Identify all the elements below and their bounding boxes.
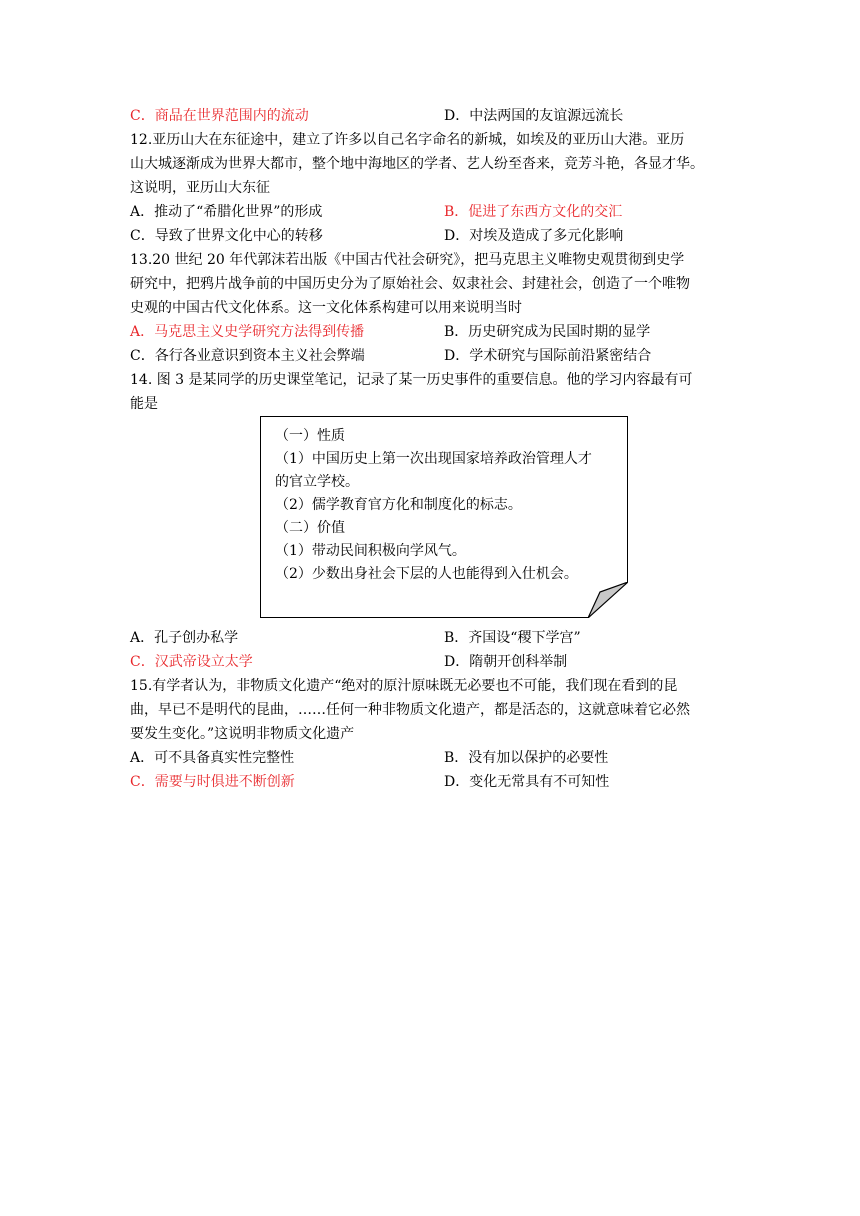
- q13-option-d: D．学术研究与国际前沿紧密结合: [444, 348, 652, 364]
- q13-option-c: C．各行各业意识到资本主义社会弊端: [130, 348, 365, 364]
- note-line: （2）儒学教育官方化和制度化的标志。: [275, 497, 522, 513]
- q14-stem-line-1: 14. 图 3 是某同学的历史课堂笔记，记录了某一历史事件的重要信息。他的学习内容最有可: [130, 372, 693, 388]
- note-line: （二）价值: [275, 520, 345, 536]
- note-line: （2）少数出身社会下层的人也能得到入仕机会。: [275, 566, 578, 582]
- q14-option-b: B．齐国设“稷下学宫”: [444, 630, 581, 646]
- q15-option-a: A．可不具备真实性完整性: [130, 750, 295, 766]
- q14-option-a: A．孔子创办私学: [130, 630, 239, 646]
- q15-option-d: D．变化无常具有不可知性: [444, 774, 610, 790]
- q14-option-d: D．隋朝开创科举制: [444, 654, 568, 670]
- q12-option-a: A．推动了“希腊化世界”的形成: [130, 204, 323, 220]
- q13-stem-line-1: 13.20 世纪 20 年代郭沫若出版《中国古代社会研究》，把马克思主义唯物史观贯彻到史学: [130, 252, 685, 268]
- q13-option-b: B．历史研究成为民国时期的显学: [444, 324, 651, 340]
- q15-stem-line-1: 15.有学者认为，非物质文化遗产“绝对的原汁原味既无必要也不可能，我们现在看到的昆: [130, 678, 678, 694]
- q14-option-c-answer: C．汉武帝设立太学: [130, 654, 253, 670]
- note-line: （1）带动民间积极向学风气。: [275, 543, 466, 559]
- q15-stem-line-3: 要发生变化。”这说明非物质文化遗产: [130, 726, 355, 742]
- q11-options: [130, 104, 730, 128]
- note-line: （一）性质: [275, 428, 345, 444]
- q14-figure: [130, 416, 730, 626]
- class-note-box: [260, 416, 628, 618]
- q12-stem-line-1: 12.亚历山大在东征途中，建立了许多以自己名字命名的新城，如埃及的亚历山大港。亚历: [130, 132, 685, 148]
- exam-page: [130, 104, 730, 794]
- q12-options-row-2: [130, 224, 730, 248]
- q15-options-row-1: [130, 746, 730, 770]
- q14-options-row-2: [130, 650, 730, 674]
- q12-stem-line-2: 山大城逐渐成为世界大都市，整个地中海地区的学者、艺人纷至沓来，竞芳斗艳，各显才华。: [130, 156, 704, 172]
- q13-options-row-1: [130, 320, 730, 344]
- q15-option-b: B．没有加以保护的必要性: [444, 750, 609, 766]
- q15-stem-line-2: 曲，早已不是明代的昆曲，……任何一种非物质文化遗产，都是活态的，这就意味着它必然: [130, 702, 690, 718]
- q13-option-a-answer: A．马克思主义史学研究方法得到传播: [130, 324, 365, 340]
- class-note-text: [275, 425, 623, 586]
- folded-corner-icon: [588, 582, 628, 618]
- q12-option-d: D．对埃及造成了多元化影响: [444, 228, 624, 244]
- q14-stem-line-2: 能是: [130, 396, 158, 412]
- q12-option-c: C．导致了世界文化中心的转移: [130, 228, 323, 244]
- q14-options-row-1: [130, 626, 730, 650]
- note-line: （1）中国历史上第一次出现国家培养政治管理人才: [275, 451, 592, 467]
- q15-options-row-2: [130, 770, 730, 794]
- q12-option-b-answer: B．促进了东西方文化的交汇: [444, 204, 623, 220]
- q11-option-c-answer: C．商品在世界范围内的流动: [130, 108, 309, 124]
- note-line: 的官立学校。: [275, 474, 359, 490]
- q13-options-row-2: [130, 344, 730, 368]
- q13-stem-line-3: 史观的中国古代文化体系。这一文化体系构建可以用来说明当时: [130, 300, 522, 316]
- q12-options-row-1: [130, 200, 730, 224]
- q13-stem-line-2: 研究中，把鸦片战争前的中国历史分为了原始社会、奴隶社会、封建社会，创造了一个唯物: [130, 276, 690, 292]
- q11-option-d: D．中法两国的友谊源远流长: [444, 108, 624, 124]
- q15-option-c-answer: C．需要与时俱进不断创新: [130, 774, 295, 790]
- q12-stem-line-3: 这说明，亚历山大东征: [130, 180, 270, 196]
